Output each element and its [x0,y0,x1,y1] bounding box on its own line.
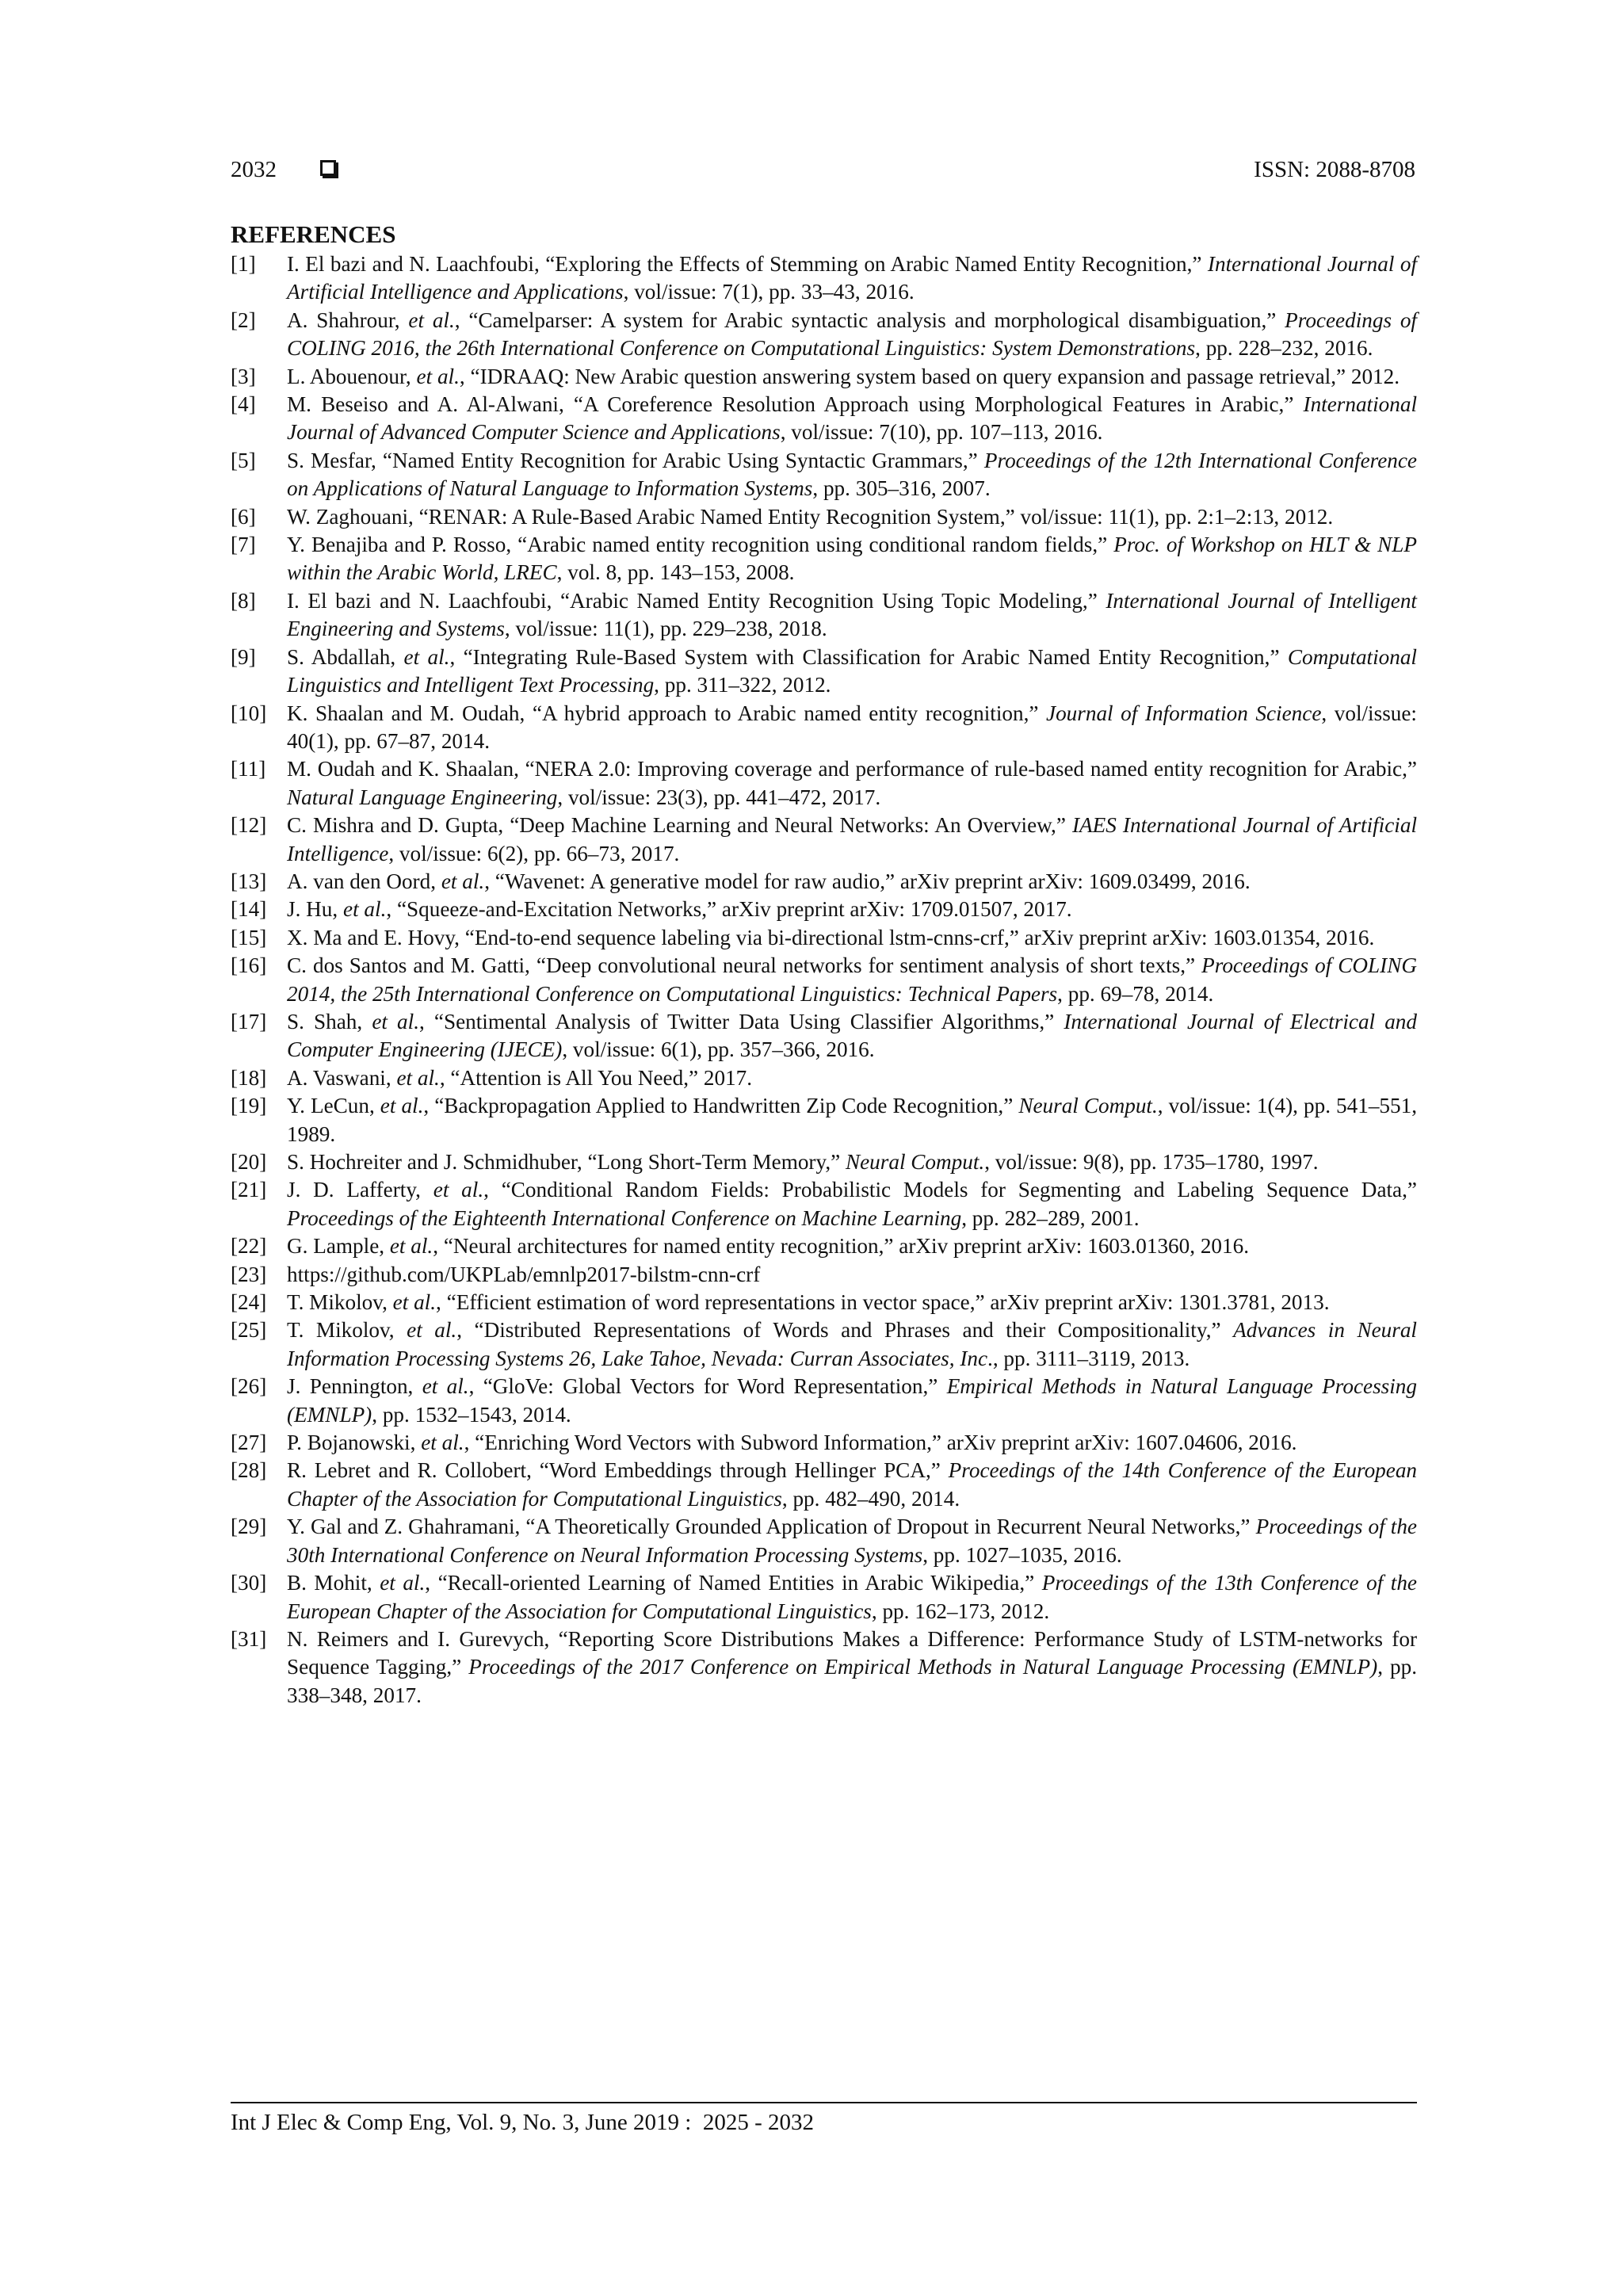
reference-venue-italic: International Journal of Advanced Computer Science and Applications [287,392,1417,445]
reference-venue-italic: et al. [408,308,455,332]
reference-text-segment: , pp. 69–78, 2014. [1057,981,1214,1006]
reference-text-segment: T. Mikolov, [287,1318,407,1343]
reference-text-segment: S. Abdallah, [287,644,404,669]
reference-text [287,896,1417,923]
reference-venue-italic: et al. [416,364,460,388]
reference-item [231,1316,1417,1373]
reference-venue-italic: Journal of Information Science [1046,701,1322,725]
reference-text-segment: , vol/issue: 11(1), pp. 229–238, 2018. [504,617,827,641]
reference-text [287,1626,1417,1710]
reference-text [287,700,1417,756]
reference-number: [9] [231,644,256,669]
reference-text-segment: , “Squeeze-and-Excitation Networks,” arXiv preprint arXiv: 1709.01507, 2017. [386,897,1072,922]
reference-text-segment: , “Attention is All You Need,” 2017. [439,1065,753,1090]
reference-number: [19] [231,1094,267,1118]
reference-item [231,812,1417,868]
reference-text-segment: L. Abouenour, [287,364,417,388]
reference-text-segment: , “Camelparser: A system for Arabic syntactic analysis and morphological disambiguation,” [454,308,1285,332]
reference-item [231,1513,1417,1569]
reference-venue-italic: Proceedings of the 14th Conference of the European Chapter of the Association for Computational Linguistics [287,1458,1418,1511]
reference-venue-italic: Proceedings of the Eighteenth International Conference on Machine Learning [287,1205,962,1230]
reference-venue-italic: et al. [389,1234,433,1259]
reference-text [287,1148,1417,1176]
reference-venue-italic: et al. [380,1094,424,1118]
reference-text-segment: , “Backpropagation Applied to Handwritten Zip Code Recognition,” [423,1094,1019,1118]
reference-number: [31] [231,1626,267,1651]
reference-number: [16] [231,953,267,978]
reference-number: [10] [231,701,267,725]
reference-number: [25] [231,1318,267,1343]
reference-text-segment: , pp. 228–232, 2016. [1195,336,1373,361]
reference-item [231,1373,1417,1429]
reference-text-segment: C. dos Santos and M. Gatti, “Deep convolutional neural networks for sentiment analysis of short texts,” [287,953,1202,978]
reference-item [231,1569,1417,1626]
reference-number: [18] [231,1065,267,1090]
reference-number: [30] [231,1571,267,1595]
reference-number: [8] [231,588,256,613]
reference-venue-italic: Natural Language Engineering [287,785,558,809]
footer-citation: Int J Elec & Comp Eng, Vol. 9, No. 3, June 2019 : 2025 - 2032 [231,2110,814,2135]
reference-item [231,503,1417,531]
reference-item [231,1457,1417,1513]
references-heading: REFERENCES [231,220,396,248]
reference-text-segment: , vol/issue: 40(1), pp. 67–87, 2014. [287,701,1417,753]
reference-number: [28] [231,1458,267,1483]
reference-text-segment: M. Oudah and K. Shaalan, “NERA 2.0: Improving coverage and performance of rule-based named entity recognition for Arabic,” [287,757,1417,781]
reference-number: [4] [231,392,256,417]
reference-text [287,1457,1417,1513]
reference-text-segment: , vol. 8, pp. 143–153, 2008. [556,560,795,585]
reference-number: [14] [231,897,267,922]
reference-text [287,531,1417,587]
reference-text-segment: , pp. 305–316, 2007. [812,476,991,501]
reference-item [231,363,1417,391]
reference-venue-italic: Neural Comput. [1018,1094,1158,1118]
reference-venue-italic: Computational Linguistics and Intelligent Text Processing [287,644,1417,697]
reference-item [231,391,1417,447]
reference-venue-italic: International Journal of Electrical and Computer Engineering (IJECE) [287,1009,1417,1062]
reference-text-segment: K. Shaalan and M. Oudah, “A hybrid approach to Arabic named entity recognition,” [287,701,1047,725]
square-box-icon [320,160,336,176]
reference-item [231,531,1417,587]
reference-text-segment: A. van den Oord, [287,869,441,893]
reference-text-segment: C. Mishra and D. Gupta, “Deep Machine Learning and Neural Networks: An Overview,” [287,813,1072,838]
reference-text-segment: , vol/issue: 6(2), pp. 66–73, 2017. [388,841,680,865]
reference-text-segment: , pp. 162–173, 2012. [871,1599,1050,1623]
reference-venue-italic: Proc. of Workshop on HLT & NLP within the Arabic World, LREC [287,533,1417,585]
reference-text-segment: I. El bazi and N. Laachfoubi, “Arabic Named Entity Recognition Using Topic Modeling,” [287,588,1106,613]
reference-venue-italic: Empirical Methods in Natural Language Processing (EMNLP) [287,1374,1417,1427]
reference-text-segment: Y. Gal and Z. Ghahramani, “A Theoretically Grounded Application of Dropout in Recurrent Neural Networks,” [287,1515,1256,1539]
reference-venue-italic: Proceedings of COLING 2014, the 25th International Conference on Computational Linguistics: Technical Papers [287,953,1418,1006]
reference-text-segment: , “Efficient estimation of word representations in vector space,” arXiv preprint arXiv: 1301.3781, 2013. [436,1290,1330,1315]
reference-text-segment: , “Integrating Rule-Based System with Classification for Arabic Named Entity Recognition,” [449,644,1288,669]
reference-text-segment: , pp. 282–289, 2001. [961,1205,1140,1230]
reference-text-segment: , vol/issue: 1(4), pp. 541–551, 1989. [287,1094,1417,1146]
reference-text-segment: , “Neural architectures for named entity recognition,” arXiv preprint arXiv: 1603.01360, 2016. [433,1234,1250,1259]
reference-text [287,1513,1417,1569]
reference-text [287,1008,1417,1064]
reference-text [287,1316,1417,1373]
reference-text-segment: , vol/issue: 6(1), pp. 357–366, 2016. [562,1037,875,1062]
reference-number: [7] [231,533,256,557]
reference-venue-italic: et al. [372,1009,419,1033]
reference-text-segment: R. Lebret and R. Collobert, “Word Embeddings through Hellinger PCA,” [287,1458,949,1483]
reference-venue-italic: IAES International Journal of Artificial Intelligence [287,813,1418,865]
reference-text-segment: , “IDRAAQ: New Arabic question answering system based on query expansion and passage retrieval,” 2012. [459,364,1400,388]
reference-item [231,587,1417,644]
reference-text [287,1232,1417,1260]
reference-venue-italic: et al. [421,1431,464,1455]
reference-text-segment: , vol/issue: 23(3), pp. 441–472, 2017. [557,785,881,809]
reference-item [231,868,1417,896]
reference-text [287,1569,1417,1626]
reference-text-segment: G. Lample, [287,1234,390,1259]
page-header [231,155,1415,184]
reference-venue-italic: Neural Comput. [845,1150,985,1174]
reference-text-segment: , pp. 482–490, 2014. [781,1486,960,1511]
reference-text [287,363,1417,391]
reference-number: [15] [231,925,267,949]
reference-text [287,1373,1417,1429]
reference-text-segment: , “GloVe: Global Vectors for Word Representation,” [468,1374,947,1399]
reference-text-segment: https://github.com/UKPLab/emnlp2017-bilstm-cnn-crf [287,1262,761,1286]
reference-venue-italic: et al. [407,1318,457,1343]
reference-text-segment: , vol/issue: 7(1), pp. 33–43, 2016. [623,280,915,304]
reference-text-segment: B. Mohit, [287,1571,380,1595]
reference-text-segment: J. Hu, [287,897,343,922]
reference-text [287,587,1417,644]
reference-text-segment: , vol/issue: 7(10), pp. 107–113, 2016. [780,420,1103,445]
page-number: 2032 [231,157,277,182]
reference-number: [27] [231,1431,267,1455]
reference-text-segment: , “Enriching Word Vectors with Subword Information,” arXiv preprint arXiv: 1607.04606, 2016. [464,1431,1297,1455]
reference-venue-italic: et al. [380,1571,426,1595]
reference-text-segment: , “Distributed Representations of Words and Phrases and their Compositionality,” [456,1318,1234,1343]
reference-item [231,307,1417,363]
reference-text [287,1176,1417,1232]
reference-number: [12] [231,813,267,838]
reference-text [287,1261,1417,1289]
reference-venue-italic: Proceedings of the 12th International Conference on Applications of Natural Language to Information Systems [287,448,1417,501]
reference-text [287,1429,1417,1457]
reference-venue-italic: et al. [422,1374,469,1399]
reference-text-segment: ., pp. 3111–3119, 2013. [987,1346,1190,1370]
reference-text-segment: A. Vaswani, [287,1065,397,1090]
reference-text-segment: , vol/issue: 9(8), pp. 1735–1780, 1997. [984,1150,1319,1174]
reference-text-segment: , pp. 1027–1035, 2016. [922,1542,1122,1567]
reference-number: [24] [231,1290,267,1315]
reference-text-segment: M. Beseiso and A. Al-Alwani, “A Coreference Resolution Approach using Morphological Features in Arabic,” [287,392,1304,417]
reference-item [231,924,1417,952]
reference-text-segment: , “Recall-oriented Learning of Named Entities in Arabic Wikipedia,” [425,1571,1042,1595]
reference-venue-italic: et al. [343,897,387,922]
reference-number: [26] [231,1374,267,1399]
reference-text [287,1064,1417,1092]
reference-text [287,868,1417,896]
reference-text-segment: J. Pennington, [287,1374,422,1399]
reference-number: [5] [231,448,256,472]
reference-text [287,307,1417,363]
reference-text-segment: Y. Benajiba and P. Rosso, “Arabic named entity recognition using conditional random fields,” [287,533,1114,557]
reference-number: [22] [231,1234,267,1259]
reference-number: [1] [231,252,256,276]
reference-item [231,896,1417,923]
reference-number: [20] [231,1150,267,1174]
reference-item [231,700,1417,756]
reference-item [231,1148,1417,1176]
issn-label: ISSN: 2088-8708 [1254,157,1415,182]
reference-item [231,755,1417,812]
reference-item [231,1626,1417,1710]
reference-text-segment: , pp. 311–322, 2012. [654,673,831,697]
reference-text [287,644,1417,700]
reference-text [287,1289,1417,1316]
reference-text-segment: S. Hochreiter and J. Schmidhuber, “Long Short-Term Memory,” [287,1150,846,1174]
reference-venue-italic: et al. [403,644,450,669]
reference-item [231,1261,1417,1289]
reference-venue-italic: et al. [396,1065,440,1090]
reference-text [287,503,1417,531]
reference-item [231,447,1417,503]
reference-venue-italic: et al. [433,1178,484,1202]
reference-text-segment: S. Shah, [287,1009,372,1033]
reference-item [231,1429,1417,1457]
reference-item [231,1176,1417,1232]
reference-text-segment: , pp. 1532–1543, 2014. [372,1402,571,1427]
reference-venue-italic: et al. [392,1290,437,1315]
reference-text [287,447,1417,503]
reference-number: [6] [231,504,256,529]
reference-item [231,952,1417,1008]
reference-number: [29] [231,1515,267,1539]
reference-text [287,1092,1417,1148]
reference-number: [23] [231,1262,267,1286]
reference-number: [11] [231,757,266,781]
reference-number: [21] [231,1178,267,1202]
reference-text-segment: A. Shahrour, [287,308,409,332]
reference-text-segment: , “Wavenet: A generative model for raw audio,” arXiv preprint arXiv: 1609.03499, 2016. [484,869,1251,893]
footer-divider [231,2102,1417,2103]
reference-venue-italic: International Journal of Artificial Intelligence and Applications [287,252,1418,304]
reference-venue-italic: Proceedings of the 2017 Conference on Empirical Methods in Natural Language Processing (EMNLP) [468,1655,1378,1679]
reference-number: [2] [231,308,256,332]
reference-number: [17] [231,1009,267,1033]
reference-text-segment: S. Mesfar, “Named Entity Recognition for Arabic Using Syntactic Grammars,” [287,448,984,472]
reference-text [287,391,1417,447]
reference-item [231,250,1417,307]
reference-text [287,250,1417,307]
reference-text [287,812,1417,868]
reference-text [287,755,1417,812]
reference-text-segment: I. El bazi and N. Laachfoubi, “Exploring the Effects of Stemming on Arabic Named Entity Recognition,” [287,252,1208,276]
reference-number: [13] [231,869,267,893]
reference-text-segment: , pp. 338–348, 2017. [287,1655,1417,1707]
reference-text [287,952,1417,1008]
reference-number: [3] [231,364,256,388]
reference-item [231,1008,1417,1064]
reference-item [231,644,1417,700]
reference-venue-italic: et al. [441,869,485,893]
reference-item [231,1289,1417,1316]
reference-text-segment: X. Ma and E. Hovy, “End-to-end sequence labeling via bi-directional lstm-cnns-crf,” arXiv preprint arXiv: 1603.01354, 2016. [287,925,1375,949]
reference-text-segment: J. D. Lafferty, [287,1178,433,1202]
reference-text-segment: P. Bojanowski, [287,1431,422,1455]
reference-venue-italic: International Journal of Intelligent Engineering and Systems [287,588,1417,641]
reference-venue-italic: Proceedings of COLING 2016, the 26th International Conference on Computational Linguistics: System Demonstrations [287,308,1417,361]
reference-text-segment: T. Mikolov, [287,1290,393,1315]
reference-item [231,1092,1417,1148]
reference-text-segment: , “Sentimental Analysis of Twitter Data Using Classifier Algorithms,” [419,1009,1064,1033]
reference-text-segment: , “Conditional Random Fields: Probabilistic Models for Segmenting and Labeling Sequence Data,” [483,1178,1417,1202]
reference-item [231,1232,1417,1260]
reference-venue-italic: Proceedings of the 30th International Conference on Neural Information Processing Systems [287,1515,1417,1567]
reference-item [231,1064,1417,1092]
reference-text-segment: W. Zaghouani, “RENAR: A Rule-Based Arabic Named Entity Recognition System,” vol/issue: 11(1), pp. 2:1–2:13, 2012. [287,504,1334,529]
reference-text-segment: Y. LeCun, [287,1094,380,1118]
reference-text [287,924,1417,952]
reference-text-segment: N. Reimers and I. Gurevych, “Reporting Score Distributions Makes a Difference: Performance Study of LSTM-networks for Sequence Tagging,” [287,1626,1417,1679]
reference-venue-italic: Proceedings of the 13th Conference of the European Chapter of the Association for Computational Linguistics [287,1571,1417,1623]
reference-venue-italic: Advances in Neural Information Processing Systems 26, Lake Tahoe, Nevada: Curran Associates, Inc [287,1318,1417,1370]
reference-list [231,250,1417,1710]
